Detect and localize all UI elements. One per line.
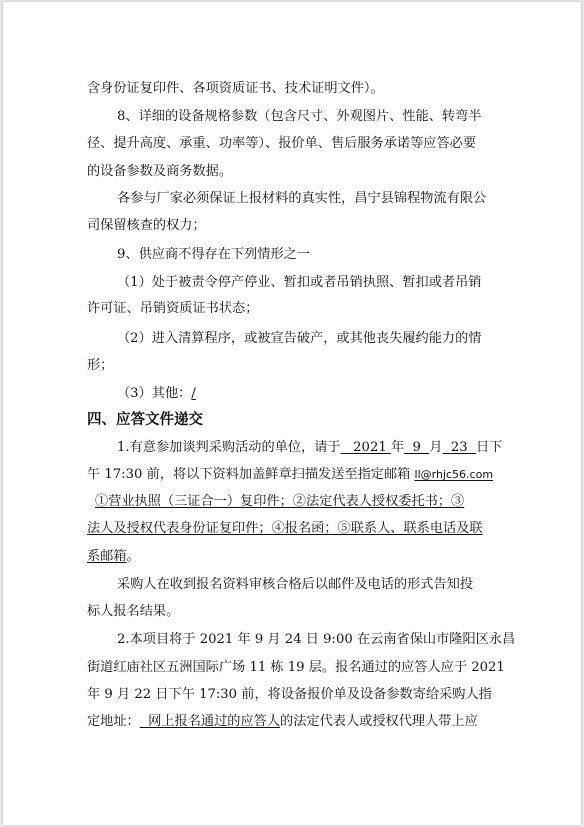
text-span: 定地址： [87,714,140,729]
deadline-year [341,440,391,455]
other-value: / [191,386,196,401]
text-span: 日下 [476,440,503,455]
deadline-year-value: 2021 [353,440,387,455]
text-line [87,466,493,484]
text-line: 形； [87,358,114,373]
deadline-day [442,440,476,455]
section-heading: 四、应答文件递交 [87,412,203,428]
other-label: （3）其他： [117,386,192,401]
text-line: （1）处于被责令停产停业、暂扣或者吊销执照、暂扣或者吊销 [117,275,482,290]
text-line: 径、提升高度、承重、功率等）、报价单、售后服务承诺等应答必要 [87,136,477,151]
text-line [117,385,196,403]
text-line: 采购人在收到报名资料审核合格后以邮件及电话的形式告知投 [117,577,474,592]
required-docs: 系邮箱 [87,549,127,564]
text-line: 街道红庙社区五洲国际广场 11 栋 19 层。报名通过的应答人应于 2021 [87,660,505,675]
required-docs: ①营业执照（三证合一）复印件；②法定代表人授权委托书；③ [95,494,465,509]
text-line: 标人报名结果。 [87,604,180,619]
email-address: ll@rhjc56.com [414,468,494,481]
text-line: 许可证、吊销资质证书状态； [87,301,259,316]
text-span: 年 [390,440,405,455]
text-line [95,493,464,511]
underlined-phrase [140,714,280,729]
text-line: 2.本项目将于 2021 年 9 月 24 日 9:00 在云南省保山市隆阳区永昌 [117,632,516,647]
text-line [87,713,478,731]
text-span: 月 [429,440,443,455]
text-line [117,439,502,457]
text-span: 午 17:30 前，将以下资料加盖鲜章扫描发送至指定邮箱 [87,467,411,482]
deadline-month [404,440,429,455]
deadline-day-value: 23 [450,440,468,455]
text-line [87,548,140,566]
underlined-phrase-text: 网上报名通过的应答人 [148,714,281,729]
text-line: 8、详细的设备规格参数（包含尺寸、外观图片、性能、转弯半 [117,109,482,124]
required-docs: 法人及授权代表身份证复印件；④报名函；⑤联系人、联系电话及联 [87,521,483,536]
text-line: （2）进入清算程序，或被宣告破产，或其他丧失履约能力的情 [117,331,482,346]
text-span: 1.有意参加谈判采购活动的单位，请于 [117,440,341,455]
text-span: 的法定代表人或授权代理人带上应 [280,714,478,729]
text-line: 年 9 月 22 日下午 17:30 前，将设备报价单及设备参数寄给采购人指 [87,687,492,702]
text-span: 。 [126,549,140,564]
text-line [87,520,483,538]
text-line: 的设备参数及商务数据。 [87,164,233,179]
text-line: 司保留核查的权力； [87,218,206,233]
text-line: 各参与厂家必须保证上报材料的真实性，昌宁县锦程物流有限公 [117,191,487,206]
text-line: 含身份证复印件、各项资质证书、技术证明文件）。 [87,81,384,96]
text-line: 9、供应商不得存在下列情形之一 [117,247,311,262]
deadline-month-value: 9 [412,440,421,455]
document-page [3,2,581,825]
